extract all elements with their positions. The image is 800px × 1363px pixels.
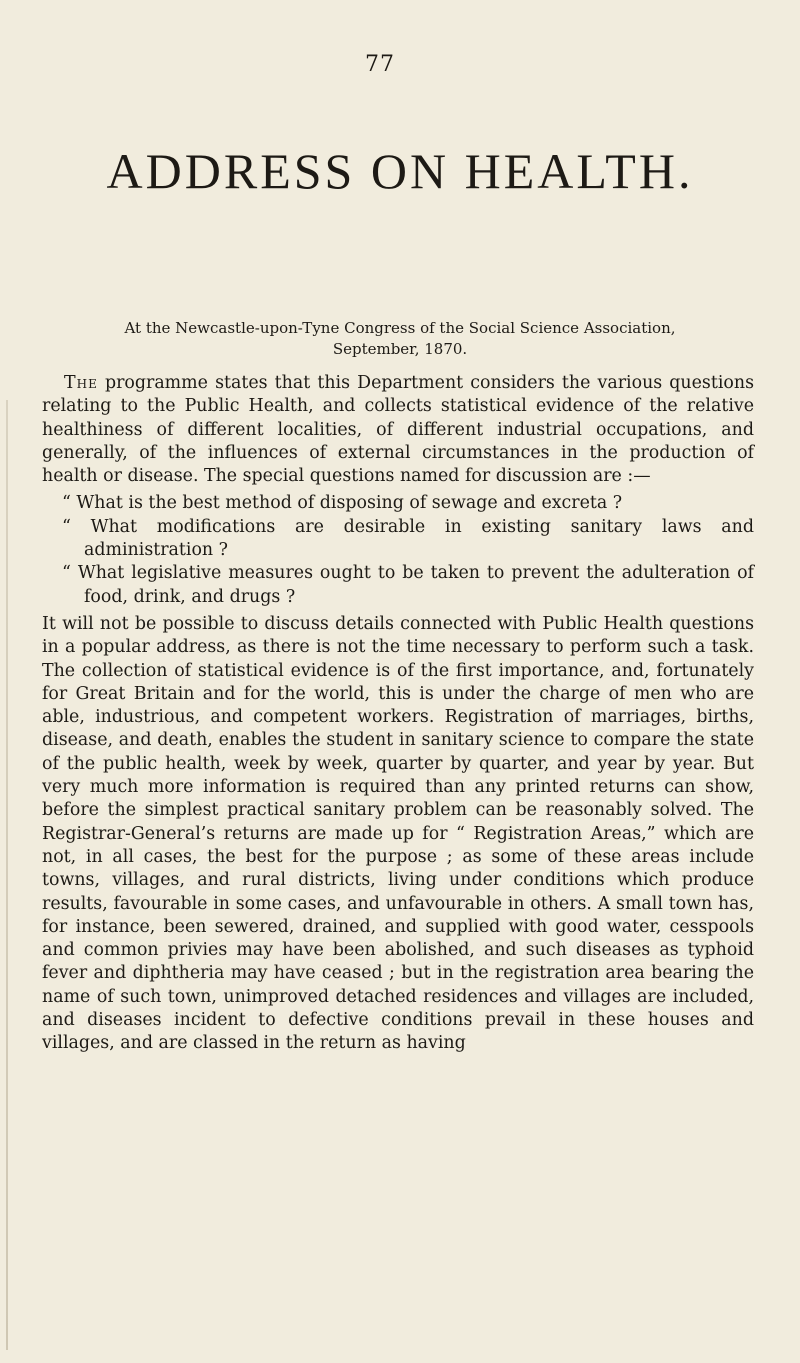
question-item: “ What legislative measures ought to be taken to prevent the adulteration of food, drink, and drugs ? (62, 563, 754, 607)
question-item: “ What is the best method of disposing of sewage and excreta ? (62, 493, 623, 514)
chapter-subtitle: At the Newcastle-upon-Tyne Congress of the Social Science Association, September, 1870. (124, 319, 676, 358)
chapter-title: ADDRESS ON HEALTH. (106, 143, 694, 199)
page-edge-shadow (6, 400, 8, 1350)
question-list (62, 492, 754, 608)
page-number: 77 (365, 52, 395, 77)
intro-paragraph (42, 372, 754, 488)
second-paragraph: It will not be possible to discuss details connected with Public Health questions in a popular address, as there is not the time necessary to perform such a task. The collection of statistical evidence is of the first importance, and, fortunately for Great Britain and for the world, this is under the charge of men who are able, industrious, and competent workers. Registration of marriages, births, disease, and death, enables the student in sanitary science to compare the state of the public health, week by week, quarter by quarter, and year by year. But very much more information is required than any printed returns can show, before the simplest practical sanitary problem can be reasonably solved. The Registrar-General’s returns are made up for “ Registration Areas,” which are not, in all cases, the best for the purpose ; as some of these areas include towns, villages, and rural districts, living under conditions which produce results, favourable in some cases, and unfavourable in others. A small town has, for instance, been sewered, drained, and supplied with good water, cesspools and common privies may have been abolished, and such diseases as typhoid fever and diphtheria may have ceased ; but in the registration area bearing the name of such town, unimproved detached residences and villages are included, and diseases incident to defective conditions prevail in these houses and villages, and are classed in the return as having (42, 613, 754, 1054)
intro-paragraph-text: programme states that this Department considers the various questions relating to the Public Health, and collects statistical evidence of the relative healthiness of different localities, of different industrial occupations, and generally, of the influences of external circumstances in the production of health or disease. The special questions named for discussion are :— (42, 373, 754, 487)
body-text (42, 372, 754, 1056)
question-item: “ What modifications are desirable in existing sanitary laws and administration ? (62, 516, 754, 561)
intro-lead-word: The (64, 373, 98, 393)
